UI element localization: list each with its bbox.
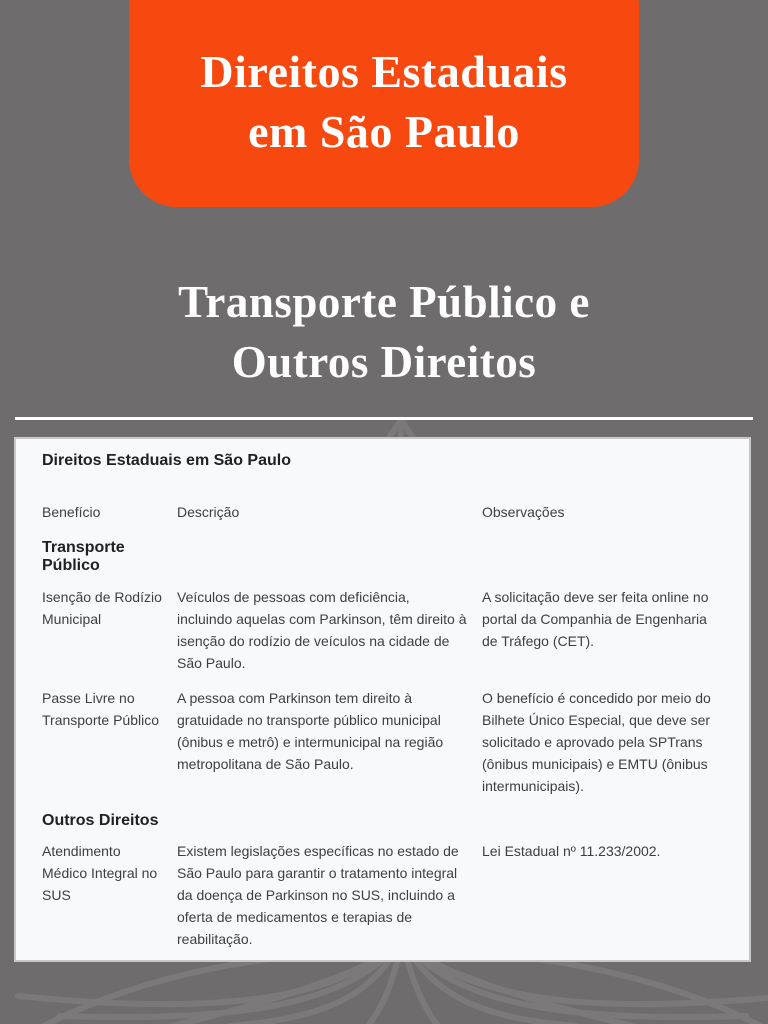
table-row bbox=[42, 586, 723, 674]
notes-cell: O benefício é concedido por meio do Bilhete Único Especial, que deve ser solicitado e aprovado pela SPTrans (ônibus municipais) e EMTU (ônibus intermunicipais). bbox=[482, 690, 711, 794]
subtitle-line1: Transporte Público e bbox=[178, 277, 590, 327]
rights-table-card bbox=[14, 437, 751, 962]
benefit-cell: Isenção de Rodízio Municipal bbox=[42, 589, 162, 627]
notes-cell: A solicitação deve ser feita online no portal da Companhia de Engenharia de Tráfego (CET). bbox=[482, 589, 709, 649]
benefit-cell: Atendimento Médico Integral no SUS bbox=[42, 843, 158, 903]
column-header-description: Descrição bbox=[177, 504, 240, 520]
column-header-notes: Observações bbox=[482, 504, 565, 520]
banner-title-line1: Direitos Estaduais bbox=[200, 45, 568, 97]
table-row bbox=[42, 840, 723, 950]
benefit-cell: Passe Livre no Transporte Público bbox=[42, 690, 159, 728]
card-title: Direitos Estaduais em São Paulo bbox=[42, 452, 291, 469]
table-row bbox=[42, 687, 723, 797]
banner-title-line2: em São Paulo bbox=[248, 105, 520, 157]
section-heading-transporte-publico: Transporte Público bbox=[42, 539, 125, 574]
title-banner bbox=[129, 0, 639, 207]
description-cell: A pessoa com Parkinson tem direito à gratuidade no transporte público municipal (ônibus e metrô) e intermunicipal na região metropolitana de São Paulo. bbox=[177, 690, 444, 772]
section-heading-outros-direitos: Outros Direitos bbox=[42, 812, 159, 829]
column-header-benefit: Benefício bbox=[42, 504, 101, 520]
description-cell: Veículos de pessoas com deficiência, incluindo aquelas com Parkinson, têm direito à isenção do rodízio de veículos na cidade de São Paulo. bbox=[177, 589, 467, 671]
divider-line bbox=[15, 417, 753, 420]
description-cell: Existem legislações específicas no estado de São Paulo para garantir o tratamento integral da doença de Parkinson no SUS, incluindo a oferta de medicamentos e terapias de reabilitação. bbox=[177, 843, 459, 947]
notes-cell: Lei Estadual nº 11.233/2002. bbox=[482, 843, 661, 859]
page-subtitle bbox=[0, 272, 768, 392]
subtitle-line2: Outros Direitos bbox=[231, 337, 537, 387]
table-header-row bbox=[42, 501, 723, 523]
